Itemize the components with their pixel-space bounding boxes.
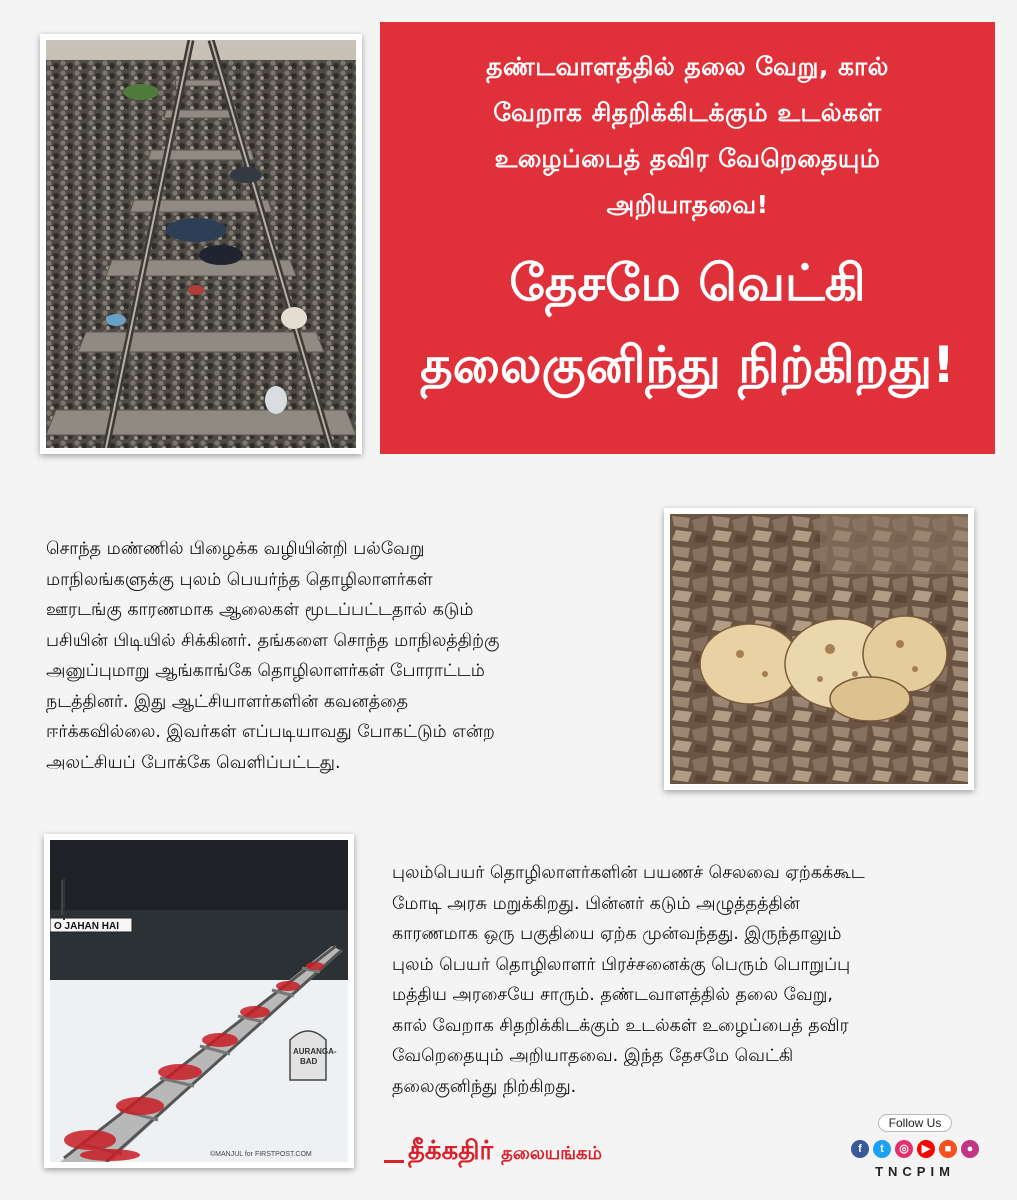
milestone-text-line-2: BAD [300,1057,318,1066]
follow-us-block [840,1112,990,1179]
editorial-paragraph-2: புலம்பெயர் தொழிலாளர்களின் பயணச் செலவை ஏற்கக்கூட மோடி அரசு மறுக்கிறது. பின்னர் கடும் அழுத்தத்தின் காரணமாக ஒரு பகுதியை ஏற்க முன்வந்தது. இருந்தாலும் புலம் பெயர் தொழிலாளர் பிரச்சனைக்கு பெரும் பொறுப்பு மத்திய அரசையே சாரும். தண்டவாளத்தில் தலை வேறு, கால் வேறாக சிதறிக்கிடக்கும் உடல்கள் உழைப்பைத் தவிர வேறெதையும் அறியாதவை. இந்த தேசமே வெட்கி தலைகுனிந்து நிற்கிறது. [392,863,865,1097]
social-icons-row [840,1140,990,1158]
railway-tracks-photo [40,34,362,454]
headline-sub-line: அறியாதவை! [606,190,769,219]
headline-sub-line: தண்டவாளத்தில் தலை வேறு, கால் [486,52,889,81]
podcast-icon[interactable]: ● [961,1140,979,1158]
social-handle: TNCPIM [875,1164,955,1179]
app-icon[interactable]: ■ [939,1140,957,1158]
milestone-text-line-1: AURANGA- [293,1047,337,1056]
headline-main-line: தேசமே வெட்கி [509,254,866,312]
brand-underline [384,1160,404,1163]
aurangabad-cartoon [44,834,354,1168]
instagram-icon[interactable]: ◎ [895,1140,913,1158]
youtube-icon[interactable]: ▶ [917,1140,935,1158]
cartoon-credit: ©MANJUL for FIRSTPOST.COM [210,1151,312,1158]
roti-image [670,514,968,784]
headline-main-line: தலைகுனிந்து நிற்கிறது! [420,336,955,394]
follow-us-label: Follow Us [878,1114,953,1132]
cartoon-sign-text: O JAHAN HAI [54,921,120,932]
railway-tracks-image [46,40,356,448]
brand-name: தீக்கதிர் [408,1136,494,1166]
editorial-paragraph-1: சொந்த மண்ணில் பிழைக்க வழியின்றி பல்வேறு மாநிலங்களுக்கு புலம் பெயர்ந்த தொழிலாளர்கள் ஊரடங்கு காரணமாக ஆலைகள் மூடப்பட்டதால் கடும் பசியின் பிடியில் சிக்கினர். தங்களை சொந்த மாநிலத்திற்கு அனுப்புமாறு ஆங்காங்கே தொழிலாளர்கள் போராட்டம் நடத்தினர். இது ஆட்சியாளர்களின் கவனத்தை ஈர்க்கவில்லை. இவர்கள் எப்படியாவது போகட்டும் என்ற அலட்சியப் போக்கே வெளிப்பட்டது. [46,539,500,773]
twitter-icon[interactable]: t [873,1140,891,1158]
brand-tag: தலையங்கம் [501,1143,602,1164]
headline-sub-line: வேறாக சிதறிக்கிடக்கும் உடல்கள் [493,98,882,127]
brand-signature [384,1136,602,1176]
headline-sub-line: உழைப்பைத் தவிர வேறெதையும் [494,144,881,173]
cartoon-image [50,840,348,1162]
roti-on-tracks-photo [664,508,974,790]
facebook-icon[interactable]: f [851,1140,869,1158]
headline-box [380,22,995,454]
